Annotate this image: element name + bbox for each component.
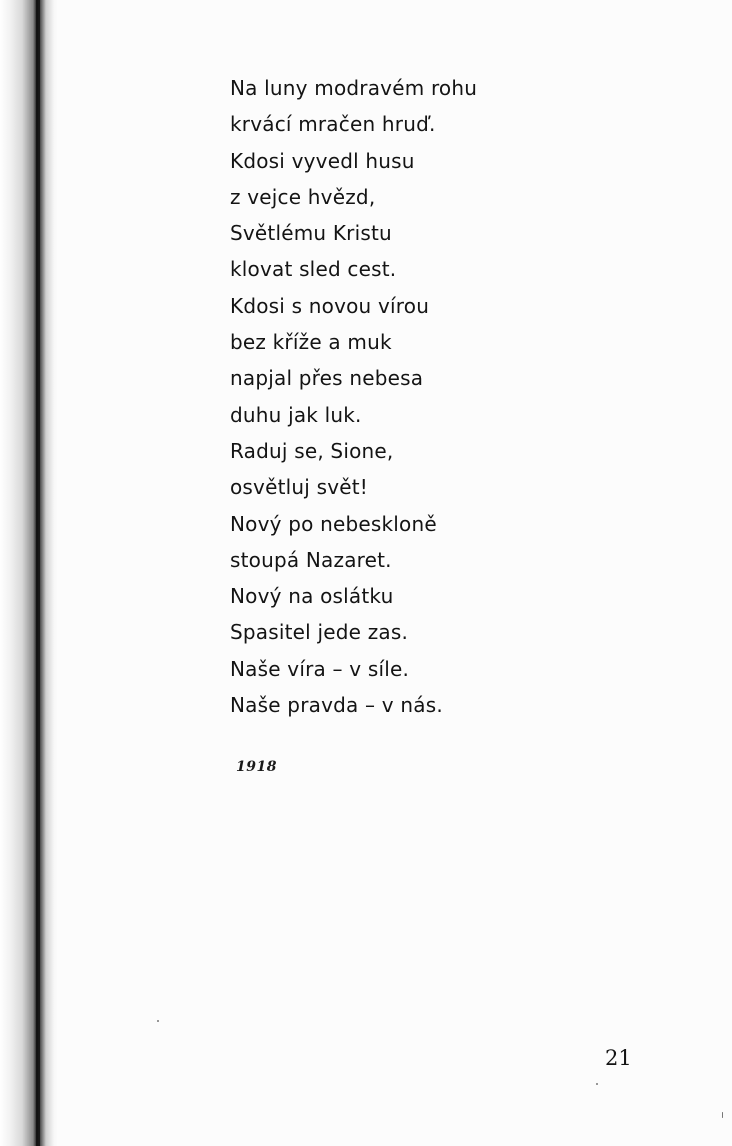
- poem-line: Nový po nebeskloně: [230, 511, 437, 536]
- poem-line: bez kříže a muk: [230, 330, 392, 355]
- paper-speck: [157, 1020, 159, 1022]
- poem-line: Nový na oslátku: [230, 584, 394, 609]
- poem-line: duhu jak luk.: [230, 402, 362, 427]
- book-binding-shadow: [0, 0, 58, 1146]
- poem-line: Kdosi s novou vírou: [230, 293, 430, 318]
- poem-year: 1918: [236, 759, 277, 775]
- poem-line: Spasitel jede zas.: [230, 620, 409, 645]
- poem-line: z vejce hvězd,: [230, 184, 376, 209]
- poem-line: napjal přes nebesa: [230, 366, 424, 391]
- page-number: 21: [605, 1046, 632, 1070]
- poem-line: Naše pravda – v nás.: [230, 693, 443, 718]
- paper-speck: [722, 1112, 723, 1118]
- poem-text: [230, 70, 650, 723]
- book-spine-edge: [36, 0, 40, 1146]
- poem-line: klovat sled cest.: [230, 257, 397, 282]
- poem-line: Naše víra – v síle.: [230, 656, 410, 681]
- poem-line: Raduj se, Sione,: [230, 438, 394, 463]
- poem-line: stoupá Nazaret.: [230, 547, 392, 572]
- poem-line: Na luny modravém rohu: [230, 76, 478, 100]
- paper-speck: [596, 1083, 598, 1085]
- poem-line: Světlému Kristu: [230, 221, 392, 246]
- poem-line: Kdosi vyvedl husu: [230, 148, 415, 173]
- poem-line: krvácí mračen hruď.: [230, 112, 436, 137]
- poem-line: osvětluj svět!: [230, 475, 369, 500]
